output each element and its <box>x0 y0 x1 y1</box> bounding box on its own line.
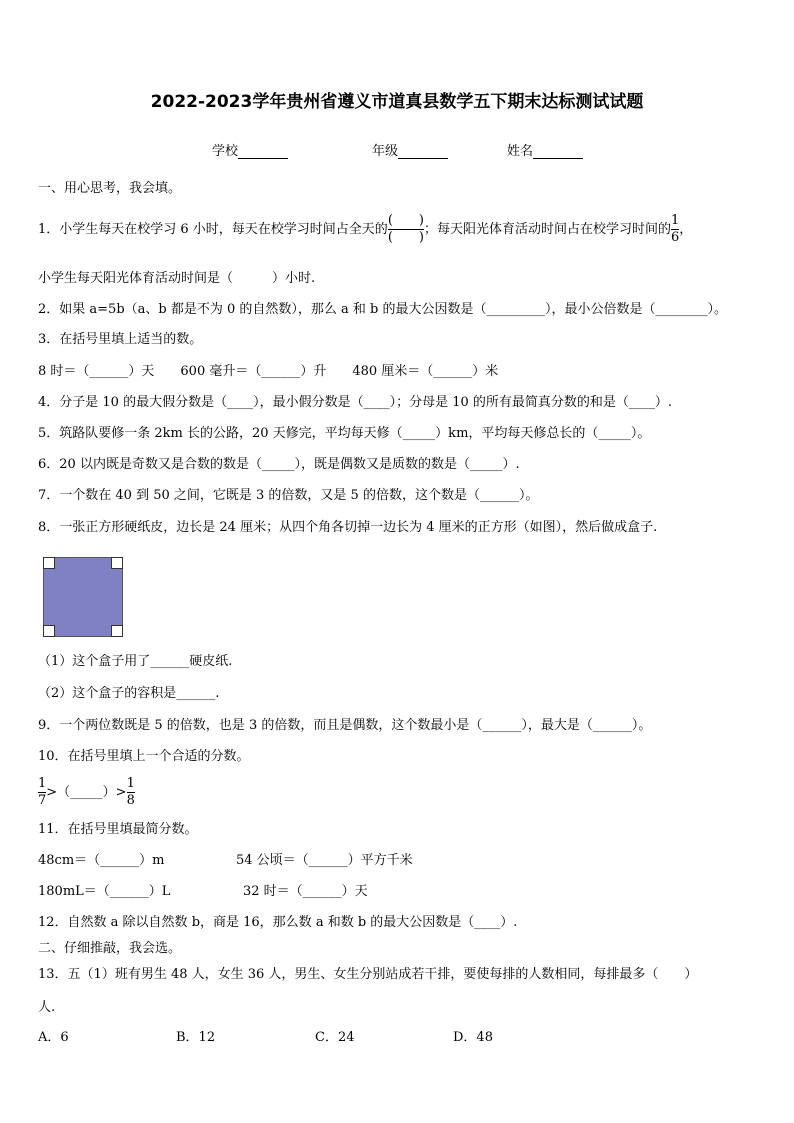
fraction-1-8 <box>127 776 135 809</box>
frac-den: 8 <box>126 793 135 808</box>
section-heading-2: 二、仔细推敲，我会选。 <box>38 941 182 956</box>
question-11-row-2-right: 32 时＝（______）天 <box>243 884 368 899</box>
question-11-row-2-left: 180mL＝（______）L <box>38 884 171 899</box>
option-b[interactable]: B．12 <box>176 1030 216 1045</box>
section-heading-1: 一、用心思考，我会填。 <box>38 181 182 196</box>
cut-corner-top-right <box>111 557 123 569</box>
question-11-row-1-left: 48cm＝（______）m <box>38 853 165 868</box>
question-8-part-2: （2）这个盒子的容积是______. <box>38 686 220 701</box>
q1-frac-den: ( ) <box>387 230 424 245</box>
question-5: 5．筑路队要修一条 2km 长的公路，20 天修完，平均每天修（_____）km，平均每天修总长的（_____）。 <box>38 426 651 441</box>
question-9: 9．一个两位数既是 5 的倍数，也是 3 的倍数，而且是偶数，这个数最小是（______），最大是（______）。 <box>38 718 652 733</box>
question-1 <box>38 210 692 250</box>
question-8: 8．一张正方形硬纸皮，边长是 24 厘米；从四个角各切掉一边长为 4 厘米的正方形（如图），然后做成盒子. <box>38 520 658 535</box>
name-field <box>507 140 583 159</box>
question-10-expression <box>38 776 135 810</box>
grade-blank[interactable] <box>398 144 448 159</box>
q1-f-num: 1 <box>670 213 680 228</box>
question-4: 4．分子是 10 的最大假分数是（____），最小假分数是（____）；分母是 10 的所有最简真分数的和是（____）. <box>38 395 673 410</box>
grade-field <box>372 140 448 159</box>
question-3-items: 8 时＝（______）天 600 毫升＝（______）升 480 厘米＝（______）米 <box>38 364 499 379</box>
school-field <box>212 140 288 159</box>
question-11: 11．在括号里填最简分数。 <box>38 822 198 837</box>
question-2: 2．如果 a=5b（a、b 都是不为 0 的自然数），那么 a 和 b 的最大公因数是（_________），最小公倍数是（________）。 <box>38 302 727 317</box>
grade-label: 年级 <box>372 144 399 159</box>
school-label: 学校 <box>212 144 239 159</box>
frac-den: 7 <box>38 793 47 808</box>
q1-text-a: 1．小学生每天在校学习 6 小时，每天在校学习时间占全天的 <box>38 222 388 237</box>
square-cardboard-figure <box>43 557 123 637</box>
question-8-part-1: （1）这个盒子用了______硬皮纸. <box>38 654 233 669</box>
option-a[interactable]: A．6 <box>38 1030 69 1045</box>
question-12: 12．自然数 a 除以自然数 b，商是 16，那么数 a 和数 b 的最大公因数是（____）. <box>38 915 518 930</box>
frac-num: 1 <box>126 776 135 791</box>
question-1-line-2: 小学生每天阳光体育活动时间是（ ）小时. <box>38 271 316 286</box>
question-7: 7．一个数在 40 到 50 之间，它既是 3 的倍数，又是 5 的倍数，这个数是（______）。 <box>38 488 539 503</box>
question-13: 13．五（1）班有男生 48 人，女生 36 人，男生、女生分别站成若干排，要使每排的人数相同，每排最多（ ） <box>38 967 698 982</box>
q1-frac-num: ( ) <box>387 213 424 228</box>
option-d[interactable]: D．48 <box>453 1030 493 1045</box>
question-3: 3．在括号里填上适当的数。 <box>38 332 203 347</box>
school-blank[interactable] <box>238 144 288 159</box>
question-6: 6．20 以内既是奇数又是合数的数是（_____），既是偶数又是质数的数是（_____）. <box>38 457 520 472</box>
q1-text-b: ；每天阳光体育活动时间占在校学习时间的 <box>423 222 671 237</box>
cut-corner-top-left <box>43 557 55 569</box>
name-label: 姓名 <box>507 144 534 159</box>
name-blank[interactable] <box>533 144 583 159</box>
q1-blank-fraction[interactable] <box>388 213 424 246</box>
q10-middle: >（_____）> <box>46 785 127 800</box>
frac-num: 1 <box>38 776 47 791</box>
q1-f-den: 6 <box>670 230 680 245</box>
cut-corner-bottom-right <box>111 625 123 637</box>
question-10: 10．在括号里填上一个合适的分数。 <box>38 749 250 764</box>
cut-corner-bottom-left <box>43 625 55 637</box>
question-13-line-2: 人. <box>38 1000 56 1015</box>
page-title: 2022-2023学年贵州省遵义市道真县数学五下期末达标测试试题 <box>150 92 644 112</box>
option-c[interactable]: C．24 <box>315 1030 355 1045</box>
q1-text-c: ， <box>679 222 693 237</box>
question-11-row-1-right: 54 公顷＝（______）平方千米 <box>236 853 413 868</box>
